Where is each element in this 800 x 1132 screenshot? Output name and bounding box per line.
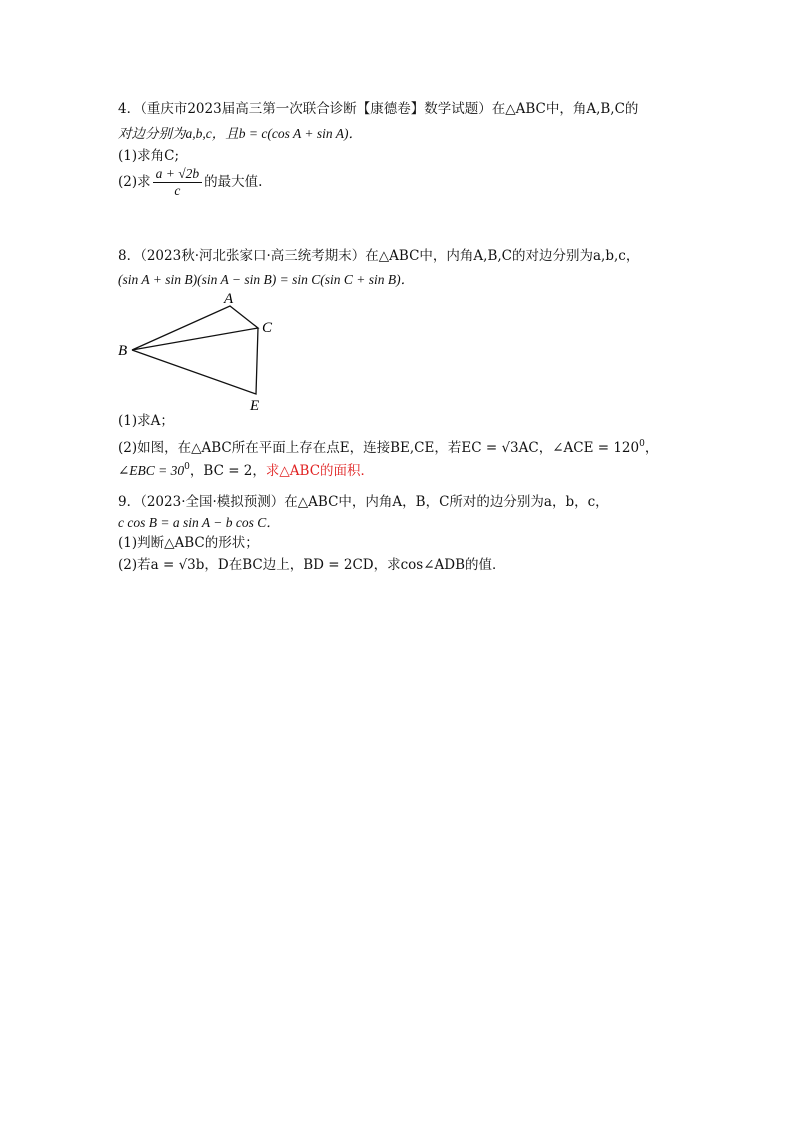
q8-part3 [118,458,374,480]
q4-fraction-denominator: c [174,183,181,198]
q8-part2-end: ， [644,440,659,456]
q9-stem-line1: 9．（2023·全国·模拟预测）在△ABC中，内角A，B，C所对的边分别为a，b，c， [118,494,609,510]
q4-stem-line1: 4．（重庆市2023届高三第一次联合诊断【康德卷】数学试题）在△ABC中，角A,B,C的 [118,101,639,117]
triangle-bce [132,328,258,394]
q8-part3-degree: 0 [184,462,190,472]
label-e: E [250,398,260,414]
q8-stem-line2: (sin A + sin B)(sin A − sin B) = sin C(sin C + sin B)． [118,272,415,287]
q9-stem-line2: c cos B = a sin A − b cos C． [118,515,280,530]
q8-stem-line1: 8．（2023秋·河北张家口·高三统考期末）在△ABC中，内角A,B,C的对边分别为a,b,c， [118,248,640,264]
q8-part2-text: (2)如图，在△ABC所在平面上存在点E，连接BE,CE，若EC = √3AC，∠ACE = 120 [118,440,640,456]
q9-part2: (2)若a = √3b，D在BC边上，BD = 2CD，求cos∠ADB的值． [118,557,506,573]
q4-fraction-numerator: a + √2b [153,166,203,183]
q4-part2 [118,166,262,199]
q8-figure [110,288,290,416]
q4-part2-prefix: (2)求 [118,174,151,190]
q9-part1: (1)判断△ABC的形状； [118,535,259,551]
q8-part3-question: 求△ABC的面积． [265,463,375,479]
q8-part2 [118,435,658,457]
q8-part3-bc: ，BC = 2， [189,463,266,479]
label-c: C [262,320,273,336]
label-a: A [224,291,234,307]
label-b: B [118,343,128,359]
q4-part2-suffix: 的最大值. [204,174,263,190]
q8-part2-degree: 0 [639,439,645,449]
q4-part1: (1)求角C; [118,148,180,164]
q8-part3-angle: ∠EBC = 30 [118,463,185,478]
triangle-abc [132,306,258,350]
q8-part1: (1)求A； [118,413,174,429]
q4-stem-line2: 对边分别为a,b,c，且b = c(cos A + sin A)． [118,126,362,141]
q4-fraction [153,166,203,199]
